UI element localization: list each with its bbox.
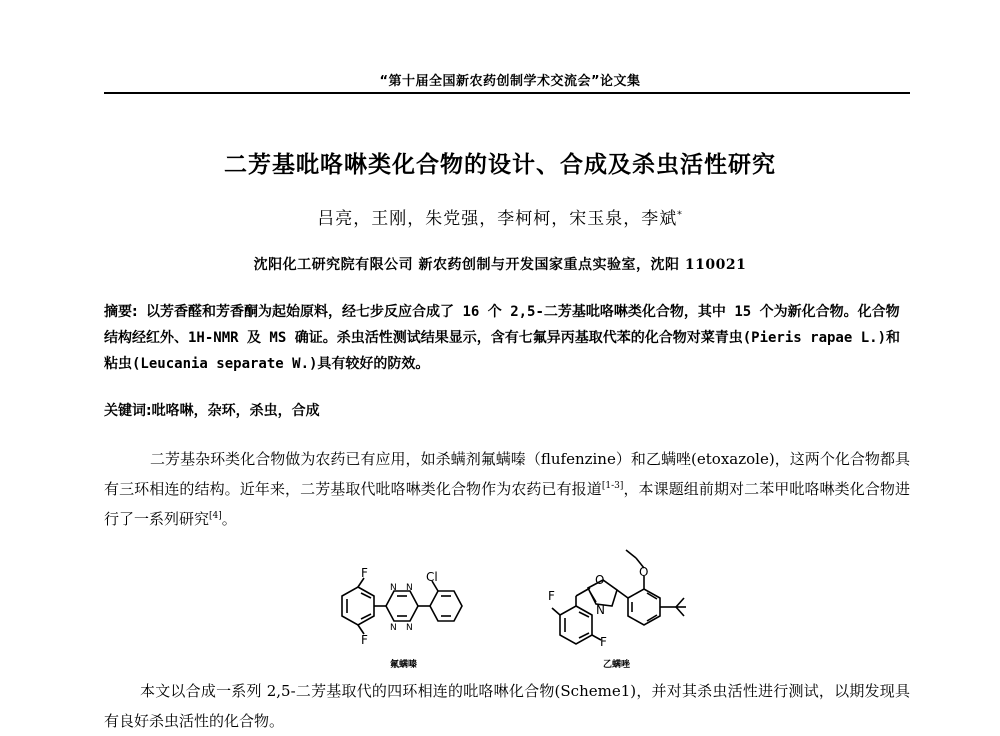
abstract — [104, 299, 910, 377]
atom-o-ring: O — [595, 573, 605, 587]
authors-text: 吕亮，王刚，朱党强，李柯柯，宋玉泉，李斌 — [317, 209, 678, 229]
atom-f-left-c2: F — [548, 589, 555, 603]
citation-4: [4] — [209, 511, 222, 521]
corresponding-author-mark: * — [677, 210, 683, 221]
affiliation: 沈阳化工研究院有限公司 新农药创制与开发国家重点实验室，沈阳 110021 — [253, 257, 747, 273]
keywords — [104, 400, 910, 420]
keywords-text: 吡咯啉，杂环，杀虫，合成 — [151, 403, 320, 419]
atom-n-4: N — [406, 623, 413, 633]
intro-text-3: 。 — [221, 510, 237, 528]
running-header: “第十届全国新农药创制学术交流会”论文集 — [379, 74, 641, 89]
intro-text-2: ，本课题组前期对二苯甲吡咯啉类化合物进行了一系列研究 — [104, 480, 910, 528]
scheme-paragraph: 本文以合成一系列 2,5-二芳基取代的四环相连的吡咯啉化合物(Scheme1)，并对其杀虫活性进行测试，以期发现具有良好杀虫活性的化合物。 — [104, 682, 910, 730]
keywords-label: 关键词: — [104, 403, 152, 419]
atom-f-bottom-c2: F — [600, 635, 607, 649]
abstract-text: 以芳香醛和芳香酮为起始原料，经七步反应合成了 16 个 2,5-二芳基吡咯啉类化合物，其中 15 个为新化合物。化合物结构经红外、1H-NMR 及 MS 确证。杀虫活性测试结果显示，含有七氟异丙基取代苯的化合物对菜青虫(Pieris rapae L.)和粘虫(Leucania separate W.)具有较好的防效。 — [104, 304, 901, 372]
paper-title: 二芳基吡咯啉类化合物的设计、合成及杀虫活性研究 — [224, 152, 776, 178]
compound-label-flufenzine: 氟螨嗪 — [390, 660, 418, 670]
author-list — [100, 204, 900, 229]
abstract-label: 摘要: — [104, 304, 138, 320]
atom-cl: Cl — [426, 570, 438, 584]
intro-text-1: 二芳基杂环类化合物做为农药已有应用，如杀螨剂氟螨嗪（flufenzine）和乙螨唑(etoxazole)，这两个化合物都具有三环相连的结构。近年来，二芳基取代吡咯啉类化合物作为农药已有报道 — [104, 450, 910, 498]
compound-label-etoxazole: 乙螨唑 — [603, 660, 631, 670]
atom-n-3: N — [390, 623, 397, 633]
atom-f-top-c1: F — [361, 566, 368, 580]
intro-paragraph — [104, 444, 910, 534]
atom-f-bottom-c1: F — [361, 633, 368, 647]
header-rule — [104, 92, 910, 94]
chemical-structures-figure — [320, 540, 740, 670]
atom-n-2: N — [406, 583, 413, 593]
atom-o-ethoxy: O — [639, 565, 649, 579]
atom-n-1: N — [390, 583, 397, 593]
atom-n-ring: N — [596, 603, 605, 617]
citation-1-3: [1-3] — [601, 481, 624, 491]
